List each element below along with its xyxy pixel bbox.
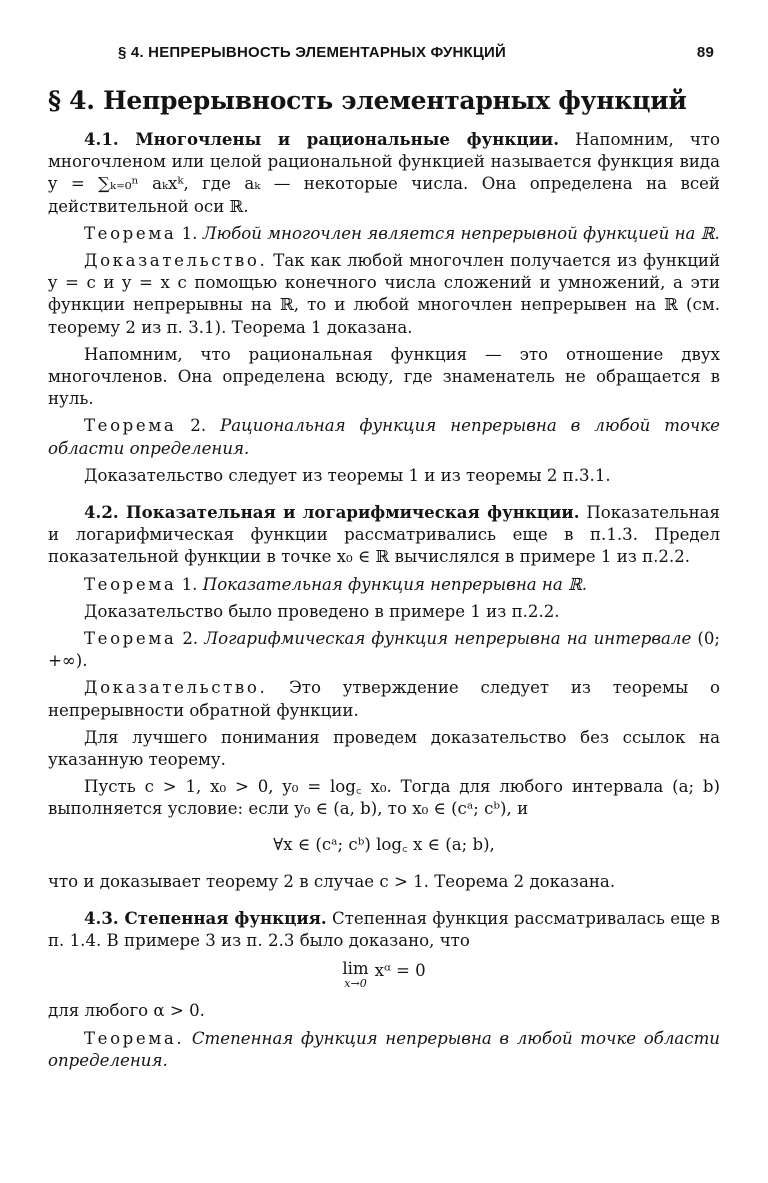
theorem-number: 1. [176,574,203,594]
section-title: § 4. Непрерывность элементарных функций [48,86,687,115]
theorem-4-2-1 [48,574,720,596]
theorem-statement: Рациональная функция непрерывна в любой точке области определения. [48,416,720,458]
paragraph-4-3-intro [48,907,720,952]
limit-operator [342,960,368,990]
theorem-4-2-2 [48,628,720,672]
page [48,44,720,1077]
theorem-statement: Любой многочлен является непрерывной функцией на ℝ. [202,223,720,243]
paragraph-conclusion: что и доказывает теорему 2 в случае c > 1. Теорема 2 доказана. [48,871,616,891]
paragraph-4-1-intro [48,128,720,218]
theorem-label: Теорема [84,223,177,243]
theorem-label: Теорема [84,416,177,436]
page-number: 89 [696,44,714,61]
paragraph-after-limit: для любого α > 0. [48,1001,205,1021]
proof-4-1-2: Доказательство следует из теоремы 1 и из теоремы 2 п.3.1. [84,465,611,485]
theorem-label: Теорема [84,574,177,594]
proof-label: Доказательство. [84,251,268,271]
running-head [48,44,720,70]
theorem-statement: Логарифмическая функция непрерывна на интервале [204,629,692,649]
theorem-statement: Степенная функция непрерывна в любой точке области определения. [48,1028,720,1070]
theorem-number: 1. [176,223,203,243]
subsection-heading-4-2: 4.2. Показательная и логарифмическая функции. [84,502,580,523]
theorem-4-1-2 [48,415,720,459]
theorem-label: Теорема. [84,1028,185,1048]
display-formula-log: ∀x ∈ (cᵃ; cᵇ) log꜀ x ∈ (a; b), [273,834,495,854]
text-4-3-intro: Степенная функция рассматривалась еще в п. 1.4. В примере 3 из п. 2.3 было доказано, что [48,908,720,951]
theorem-4-3 [48,1028,720,1072]
text-4-1-intro: Напомним, что многочленом или целой рациональной функцией называется функция вида y = ∑ₖ₌₀ⁿ aₖxᵏ, где aₖ — некоторые числа. Она определена на всей действительной оси ℝ. [48,130,720,216]
text-4-2-intro: Показательная и логарифмическая функции рассматривались еще в п.1.3. Предел показательной функции в точке x₀ ∈ ℝ вычислялся в примере 1 из п.2.2. [48,503,720,567]
running-title: § 4. НЕПРЕРЫВНОСТЬ ЭЛЕМЕНТАРНЫХ ФУНКЦИЙ [118,44,506,61]
paragraph-let-c: Пусть c > 1, x₀ > 0, y₀ = log꜀ x₀. Тогда для любого интервала (a; b) выполняется условие: если y₀ ∈ (a, b), то x₀ ∈ (cᵃ; cᵇ), и [48,777,720,819]
proof-text: Так как любой многочлен получается из функций y = c и y = x с помощью конечного числа сложений и умножений, а эти функции непрерывны на ℝ, то и любой многочлен непрерывен на ℝ (см. теорему 2 из п. 3.1). Теорема 1 доказана. [48,251,720,337]
theorem-label: Теорема [84,629,177,649]
theorem-4-1-1 [48,223,720,245]
theorem-statement: Показательная функция непрерывна на ℝ. [202,574,588,594]
display-formula-limit [48,960,720,990]
proof-4-2-1: Доказательство было проведено в примере 1 из п.2.2. [84,601,560,621]
proof-4-1-1 [48,250,720,339]
theorem-number: 2. [176,416,221,436]
proof-label: Доказательство. [84,678,268,698]
limit-word: lim [342,959,369,979]
theorem-number: 2. [176,629,205,649]
limit-subscript: x→0 [344,977,367,991]
paragraph-better-understanding: Для лучшего понимания проведем доказательство без ссылок на указанную теорему. [48,727,720,770]
limit-expression: xᵅ = 0 [374,961,426,981]
proof-text: Это утверждение следует из теоремы о непрерывности обратной функции. [48,678,720,720]
subsection-heading-4-1: 4.1. Многочлены и рациональные функции. [84,129,559,149]
paragraph-4-2-intro [48,501,720,569]
theorem-interval: (0; +∞). [48,629,720,671]
proof-4-2-2 [48,677,720,721]
paragraph-rational-note: Напомним, что рациональная функция — это отношение двух многочленов. Она определена всюду, где знаменатель не обращается в нуль. [48,344,720,409]
subsection-heading-4-3: 4.3. Степенная функция. [84,907,327,928]
